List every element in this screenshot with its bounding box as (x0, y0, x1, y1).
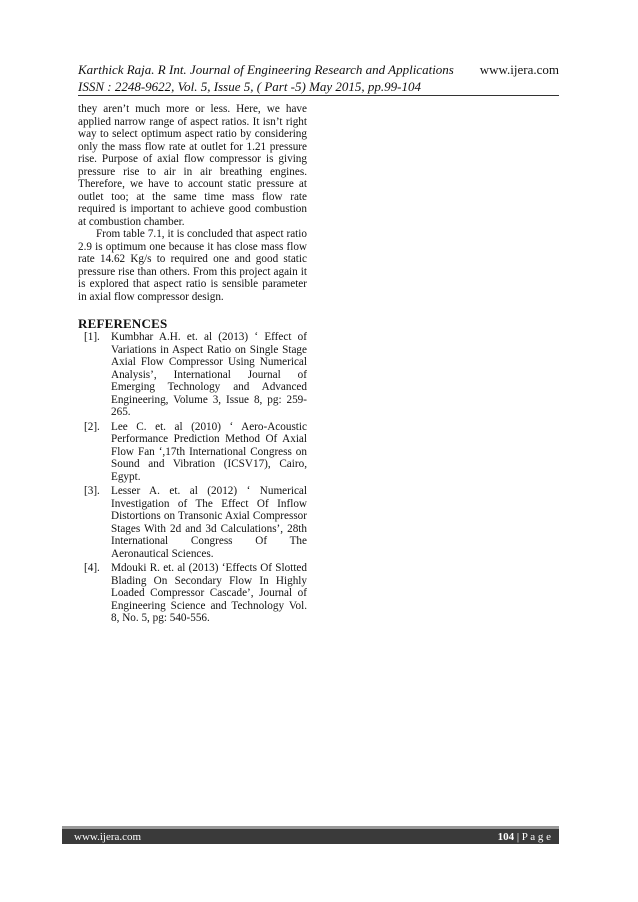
reference-text: Kumbhar A.H. et. al (2013) ‘ Effect of Variations in Aspect Ratio on Single Stage Axial Flow Compressor Using Numerical Analysis’, International Journal of Emerging Technology and Advanced Engineering, Volume 3, Issue 8, pg: 259-265. (111, 331, 307, 418)
page-footer (62, 826, 559, 844)
reference-number: [3]. (84, 485, 100, 497)
body-paragraph-1: they aren’t much more or less. Here, we have applied narrow range of aspect ratios. It isn’t right way to select optimum aspect ratio by considering only the mass flow rate at outlet for 1.21 pressure rise. Purpose of axial flow compressor is giving pressure rise to air in air breathing engines. Therefore, we have to account static pressure at outlet too; at the same time mass flow rate required is important to achieve good combustion at combustion chamber. (78, 103, 307, 228)
reference-item (84, 331, 307, 419)
reference-number: [4]. (84, 562, 100, 574)
header-divider (78, 95, 559, 96)
reference-item (84, 562, 307, 625)
running-header (78, 61, 559, 95)
reference-list (84, 331, 307, 627)
reference-number: [1]. (84, 331, 100, 343)
body-paragraph-2: From table 7.1, it is concluded that aspect ratio 2.9 is optimum one because it has close mass flow rate 14.62 Kg/s to required one and good static pressure rise than others. From this project again it is explored that aspect ratio is sensible parameter in axial flow compressor design. (78, 228, 307, 303)
reference-item (84, 485, 307, 560)
footer-website[interactable]: www.ijera.com (74, 830, 142, 843)
journal-website[interactable]: www.ijera.com (479, 62, 559, 77)
references-heading: REFERENCES (78, 316, 168, 331)
page-label: | P a g e (514, 830, 551, 843)
reference-item (84, 421, 307, 484)
page-number-label (498, 831, 551, 843)
reference-number: [2]. (84, 420, 100, 433)
reference-text: Lee C. et. al (2010) ‘ Aero-Acoustic Performance Prediction Method Of Axial Flow Fan ‘,17th International Congress on Sound and Vibration (ICSV17), Cairo, Egypt. (111, 420, 307, 483)
issn-line: ISSN : 2248-9622, Vol. 5, Issue 5, ( Part -5) May 2015, pp.99-104 (78, 79, 422, 94)
body-column (78, 103, 307, 303)
page-number: 104 (497, 830, 515, 843)
reference-text: Lesser A. et. al (2012) ‘ Numerical Investigation of The Effect Of Inflow Distortions on Transonic Axial Compressor Stages With 2d and 3d Calculations’, 28th International Congress Of The Aeronautical Sciences. (111, 485, 307, 560)
reference-text: Mdouki R. et. al (2013) ‘Effects Of Slotted Blading On Secondary Flow In Highly Loaded Compressor Cascade’, Journal of Engineering Science and Technology Vol. 8, No. 5, pg: 540-556. (111, 562, 307, 624)
journal-citation: Karthick Raja. R Int. Journal of Engineering Research and Applications (78, 62, 454, 77)
